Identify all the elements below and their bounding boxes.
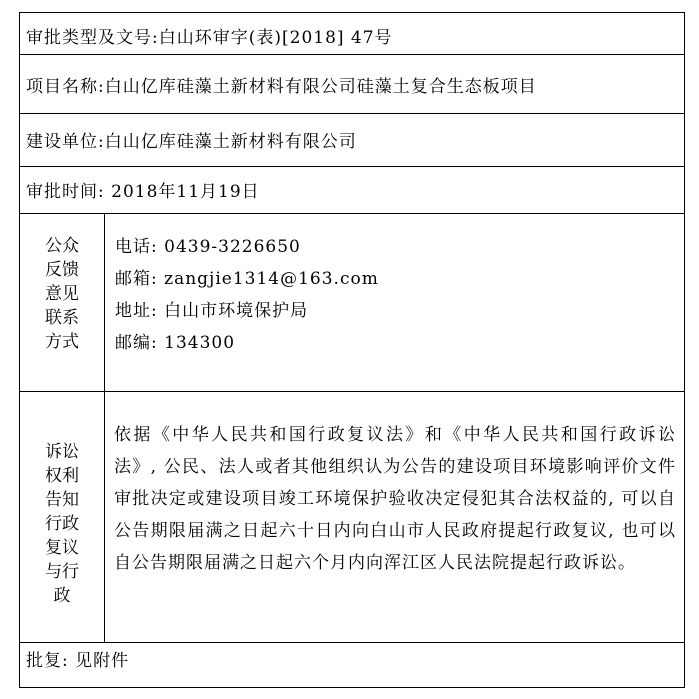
litigation-content-cell	[106, 392, 684, 642]
phone-text: 电话: 0439-3226650	[115, 237, 301, 257]
feedback-label: 公众反馈意见联系方式	[45, 236, 79, 352]
row-approval-time	[20, 167, 684, 214]
postcode-text: 邮编: 134300	[115, 333, 236, 353]
feedback-label-cell	[20, 214, 105, 391]
litigation-label-cell	[20, 392, 105, 642]
row-reply	[20, 643, 684, 689]
reply-text: 批复: 见附件	[26, 651, 130, 671]
row-litigation-rights	[20, 392, 684, 643]
approval-time-text: 审批时间: 2018年11月19日	[26, 182, 260, 202]
email-text: 邮箱: zangjie1314@163.com	[115, 269, 379, 289]
litigation-label: 诉讼权利告知行政复议与行政	[45, 442, 79, 606]
row-public-feedback	[20, 214, 684, 392]
litigation-paragraph: 依据《中华人民共和国行政复议法》和《中华人民共和国行政诉讼法》, 公民、法人或者其他组织认为公告的建设项目环境影响评价文件审批决定或建设项目竣工环境保护验收决定侵犯其合法权益的, 可以自公告期限届满之日起六十日内向白山市人民政府提起行政复议, 也可以自公告期限届满之日起六个月内向浑江区人民法院提起行政诉讼。	[114, 425, 676, 573]
approval-notice-table	[19, 12, 685, 688]
construction-unit-text: 建设单位:白山亿库硅藻土新材料有限公司	[26, 132, 357, 152]
row-approval-type	[20, 13, 684, 55]
row-project-name	[20, 55, 684, 114]
row-construction-unit	[20, 114, 684, 167]
project-name-text: 项目名称:白山亿库硅藻土新材料有限公司硅藻土复合生态板项目	[26, 77, 537, 97]
address-text: 地址: 白山市环境保护局	[115, 301, 309, 321]
feedback-content-cell	[106, 214, 684, 391]
approval-type-text: 审批类型及文号:白山环审字(表)[2018] 47号	[26, 28, 393, 48]
